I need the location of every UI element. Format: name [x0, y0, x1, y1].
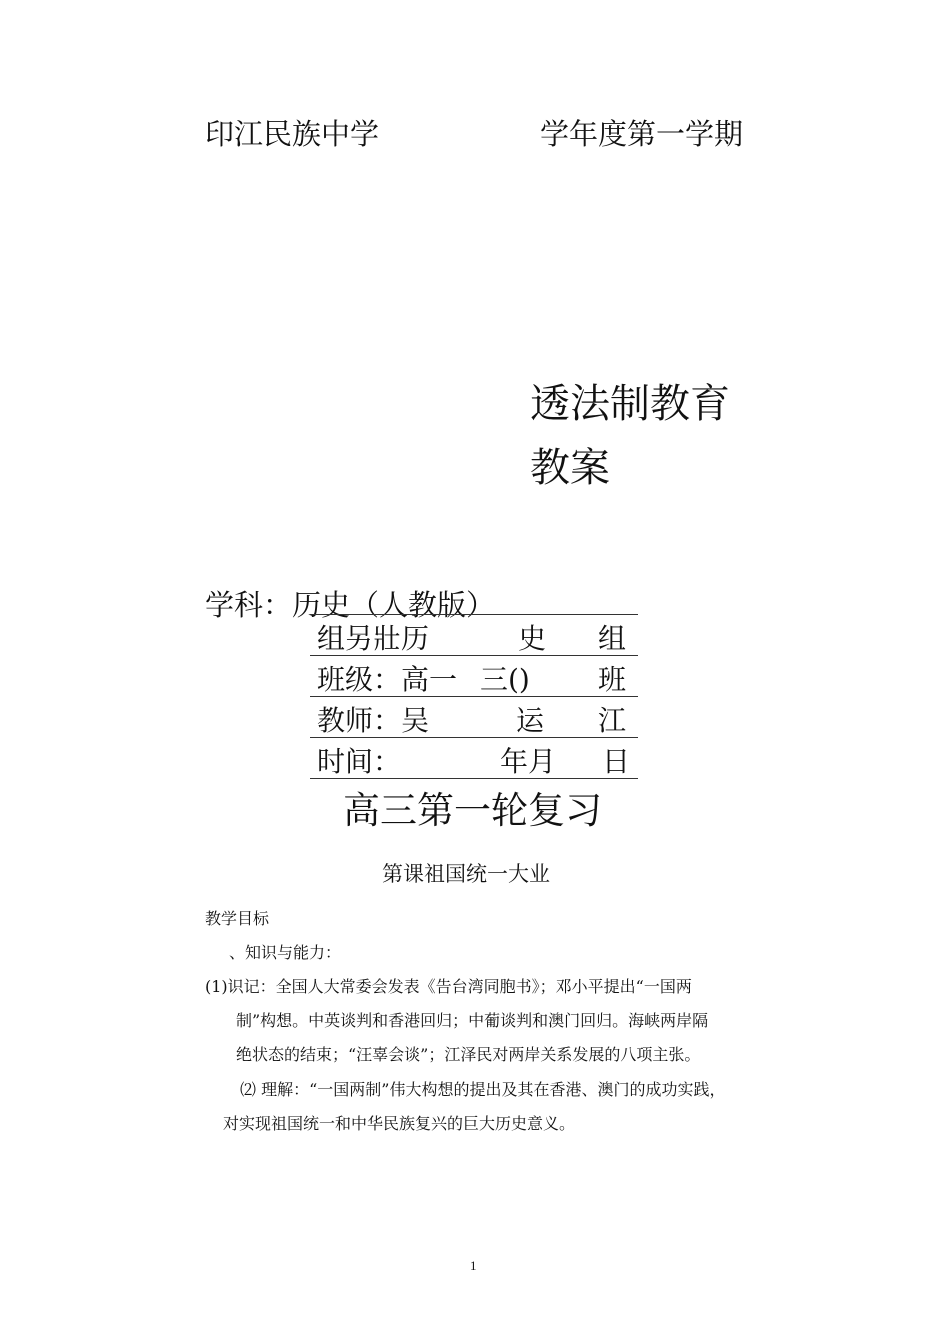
- review-title: 高三第一轮复习: [343, 789, 602, 832]
- info-cell: 运: [516, 704, 545, 737]
- info-cell: 组另壯历: [317, 622, 430, 655]
- info-row-group: [310, 615, 638, 656]
- info-cell: 日: [602, 745, 631, 778]
- subject-line: 学科：历史（人教版）: [205, 588, 496, 622]
- objective-line: ⑵ 理解：“一国两制”伟大构想的提出及其在香港、澳门的成功实践，: [240, 1080, 726, 1099]
- objectives-section: 、知识与能力：: [229, 943, 342, 962]
- info-cell: 班级：高一: [317, 663, 458, 696]
- info-cell: 教师：吴: [317, 704, 430, 737]
- info-cell: 组: [598, 622, 627, 655]
- info-row-time: [310, 738, 638, 779]
- info-cell: 时间：: [317, 745, 402, 778]
- lesson-title: 第课祖国统一大业: [382, 862, 550, 886]
- info-row-class: [310, 656, 638, 697]
- objective-line: (1)识记：全国人大常委会发表《告台湾同胞书》；邓小平提出“一国两: [205, 977, 692, 996]
- info-cell: 年月: [500, 745, 557, 778]
- info-cell: 江: [598, 704, 627, 737]
- objective-line: 制”构想。中英谈判和香港回归；中葡谈判和澳门回归。海峡两岸隔: [236, 1011, 709, 1030]
- title-line-2: 教案: [530, 445, 610, 491]
- objective-line: 绝状态的结束；“汪辜会谈”；江泽民对两岸关系发展的八项主张。: [236, 1045, 701, 1064]
- title-line-1: 透法制教育: [530, 381, 730, 427]
- page-number: 1: [470, 1258, 477, 1273]
- info-cell: 史: [518, 622, 547, 655]
- info-cell: 三(): [480, 663, 530, 696]
- info-cell: 班: [598, 663, 627, 696]
- school-name: 印江民族中学: [205, 117, 380, 151]
- term-label: 学年度第一学期: [540, 117, 744, 151]
- objectives-heading: 教学目标: [205, 909, 270, 928]
- info-table: [310, 614, 638, 779]
- objective-line: 对实现祖国统一和中华民族复兴的巨大历史意义。: [223, 1114, 576, 1133]
- info-row-teacher: [310, 697, 638, 738]
